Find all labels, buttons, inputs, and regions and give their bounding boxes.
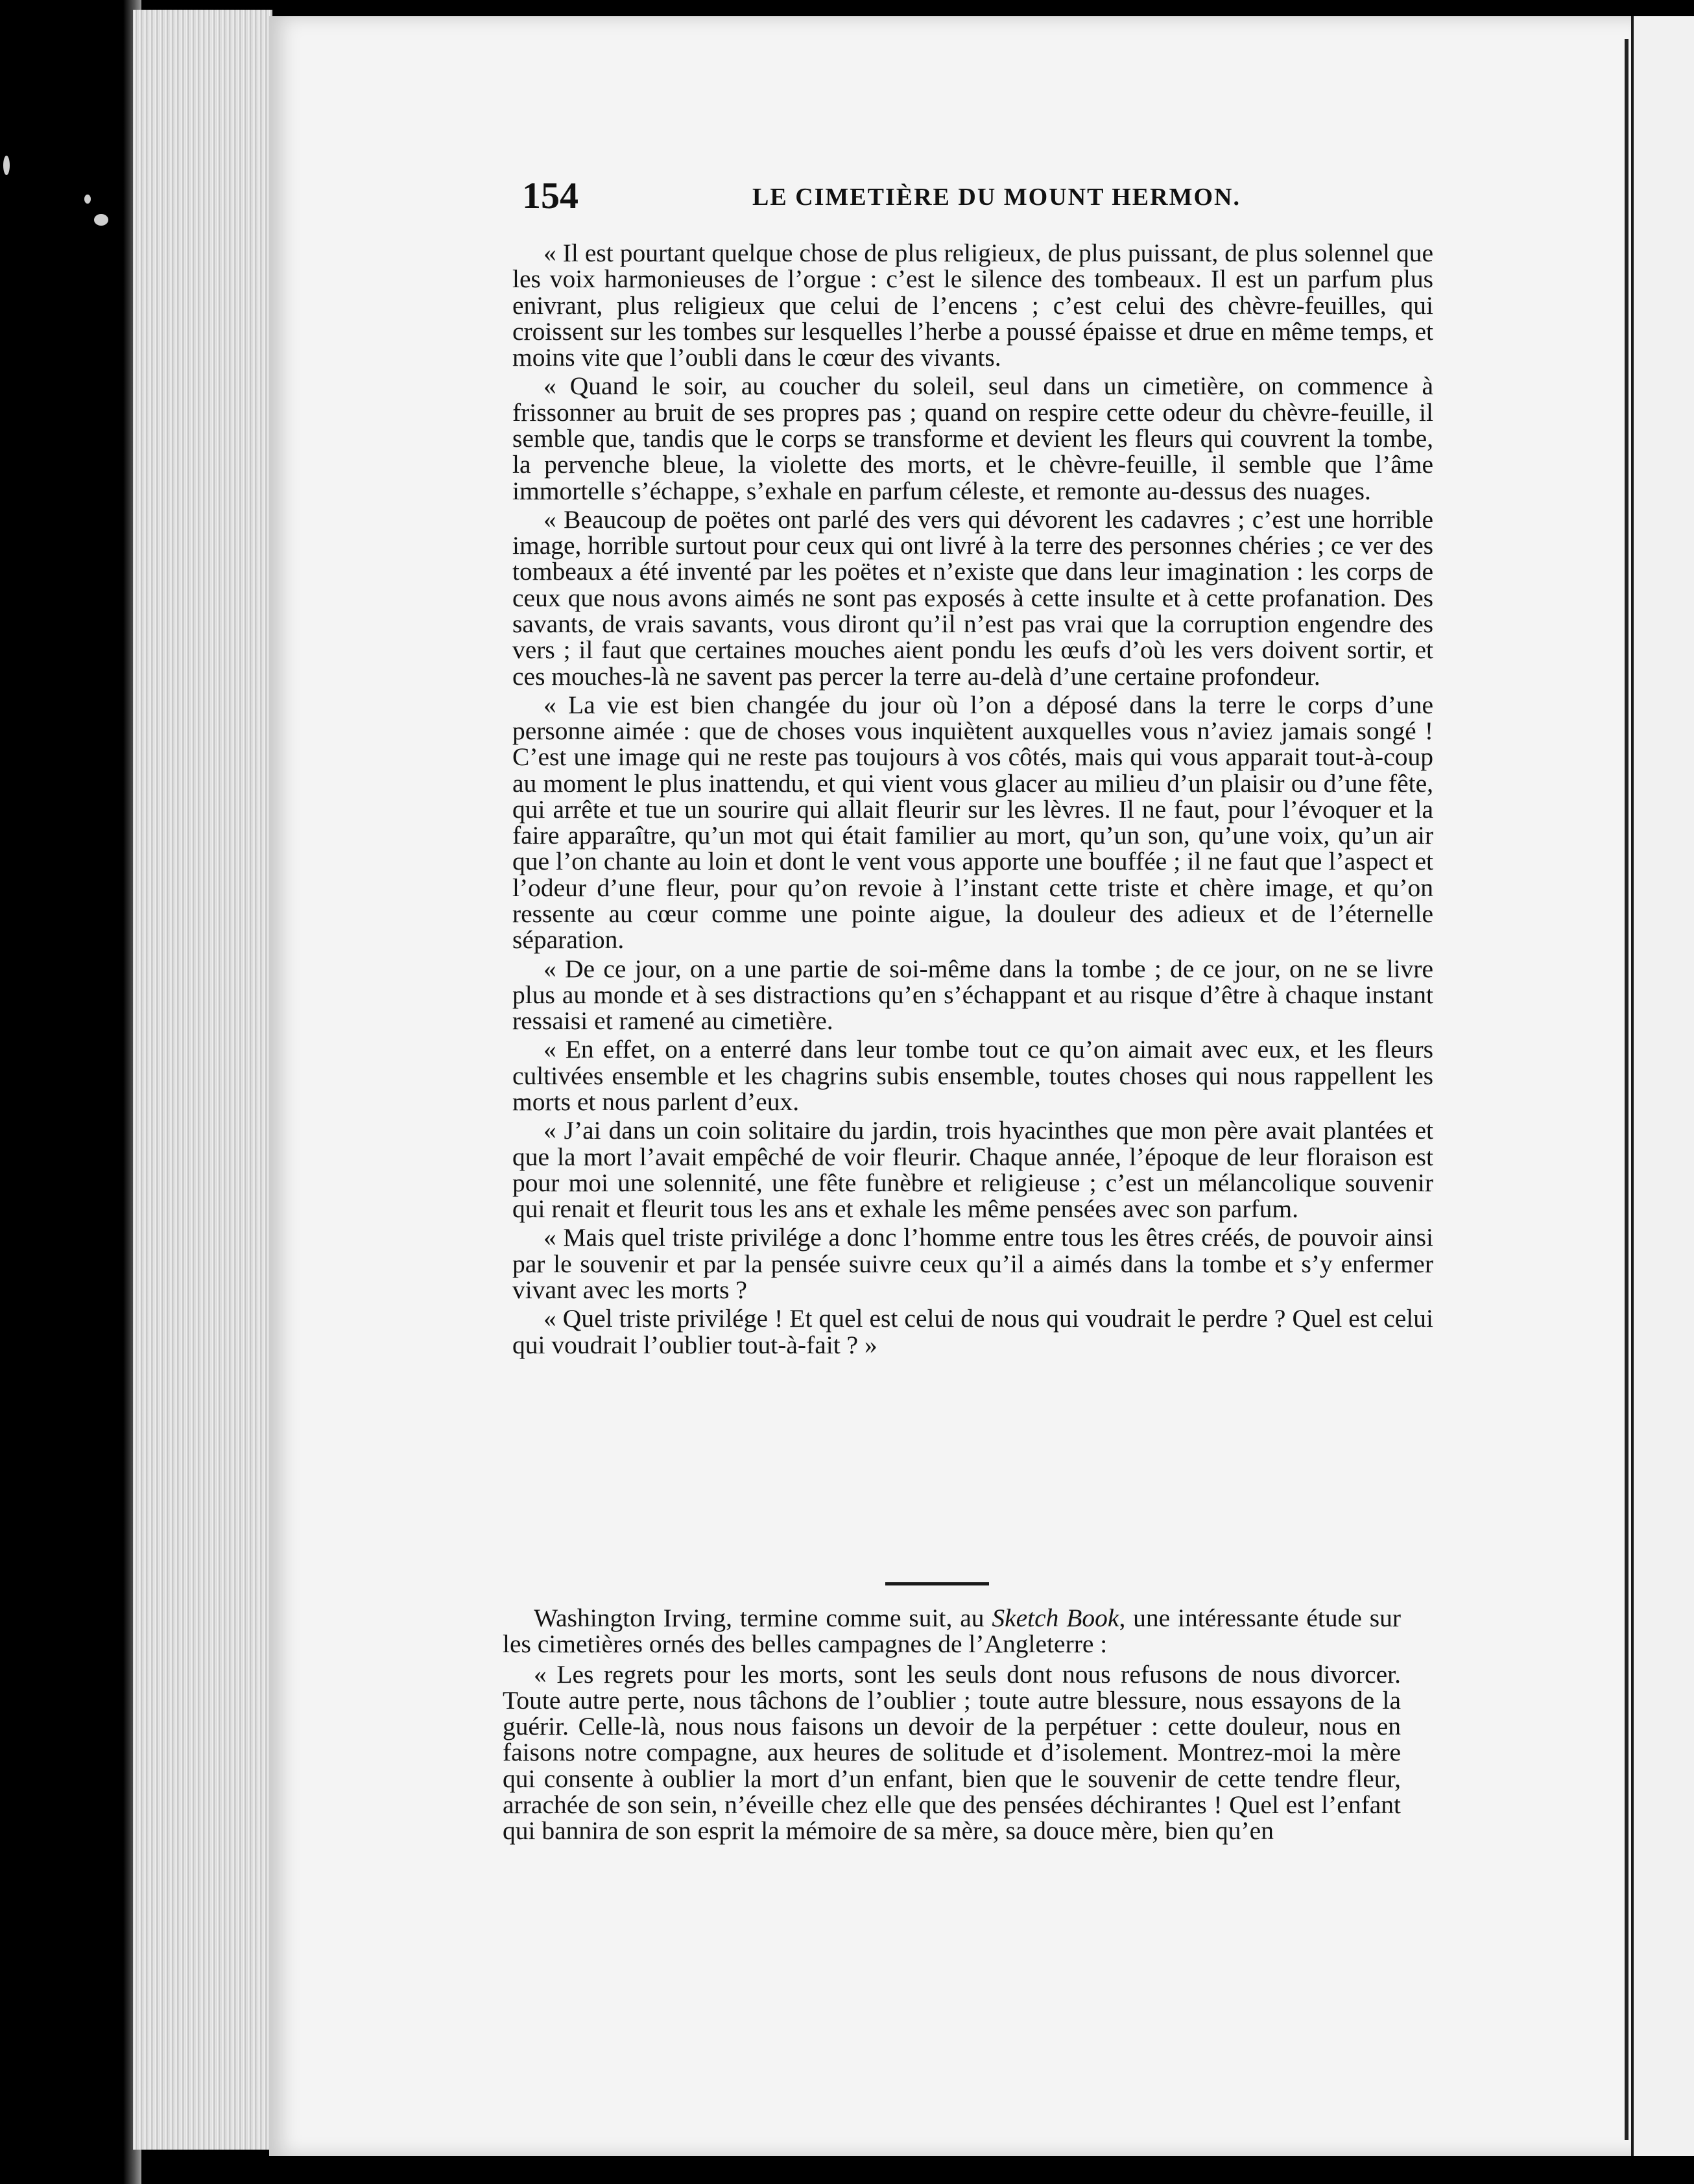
intro-before: Washington Irving, termine comme suit, au	[534, 1604, 992, 1632]
paragraph: « En effet, on a enterré dans leur tombe tout ce qu’on aimait avec eux, et les fleurs cultivées ensemble et les chagrins subis ensemble, toutes choses qui nous rappellent les morts et nous parlent d’eux.	[512, 1035, 1433, 1116]
paragraph: « J’ai dans un coin solitaire du jardin, trois hyacinthes que mon père avait plantées et que la mort l’avait empêché de voir fleurir. Chaque année, l’époque de leur floraison est pour moi une solennité, une fête funèbre et religieuse ; c’est un mélancolique souvenir qui renait et fleurit tous les ans et exhale les même pensées avec son parfum.	[512, 1116, 1433, 1224]
scan-speck	[3, 156, 10, 175]
gutter-line	[1625, 39, 1628, 2140]
page-number: 154	[522, 174, 579, 217]
quote-paragraph: « Les regrets pour les morts, sont les seuls dont nous refusons de nous divorcer. Toute autre perte, nous tâchons de l’oublier ; toute autre blessure, nous essayons de la guérir. Celle-là, nous nous faisons un devoir de la perpétuer : cette douleur, nous en faisons notre compagne, aux heures de solitude et d’isolement. Montrez-moi la mère qui consente à oublier la mort d’un enfant, bien que le souvenir de cette tendre fleur, arrachée de son sein, n’éveille chez elle que des pensées déchirantes ! Quel est l’enfant qui bannira de son esprit la mémoire de sa mère, sa douce mère, bien qu’en	[503, 1659, 1401, 1846]
section-divider	[885, 1582, 989, 1585]
scan-speck	[94, 214, 108, 226]
main-text	[512, 240, 1433, 1360]
second-section	[503, 1605, 1401, 1848]
paragraph: « Quel triste privilége ! Et quel est celui de nous qui voudrait le perdre ? Quel est celui qui voudrait l’oublier tout-à-fait ? »	[512, 1304, 1433, 1359]
page-header	[522, 174, 1417, 219]
running-title: LE CIMETIÈRE DU MOUNT HERMON.	[752, 184, 1241, 211]
paragraph: « La vie est bien changée du jour où l’on a déposé dans la terre le corps d’une personne aimée : que de choses vous inquiètent auxquelles vous n’aviez jamais songé ! C’est une image qui ne reste pas toujours à vos côtés, mais qui vous apparait tout-à-coup au moment le plus inattendu, et qui vient vous glacer au milieu d’un plaisir ou d’une fête, qui arrête et tue un sourire qui allait fleurir sur les lèvres. Il ne faut, pour l’évoquer et la faire apparaître, qu’un mot qui était familier au mort, qu’un son, qu’une voix, qu’un air que l’on chante au loin et dont le vent vous apporte une bouffée ; il ne faut que l’aspect et l’odeur d’une fleur, pour qu’on revoie à l’instant cette triste et chère image, et qu’on ressente au cœur comme une pointe aigue, la douleur des adieux et de l’éternelle séparation.	[512, 690, 1433, 955]
intro-paragraph	[503, 1605, 1401, 1657]
paragraph: « Mais quel triste privilége a donc l’homme entre tous les êtres créés, de pouvoir ainsi par le souvenir et par la pensée suivre ceux qu’il a aimés dans la tombe et s’y enfermer vivant avec les morts ?	[512, 1223, 1433, 1304]
facing-page-edge	[1631, 16, 1694, 2156]
book-page-edges	[133, 10, 272, 2150]
paragraph: « De ce jour, on a une partie de soi-même dans la tombe ; de ce jour, on ne se livre plus au monde et à ses distractions qu’en s’échappant et au risque d’être à chaque instant ressaisi et ramené au cimetière.	[512, 954, 1433, 1036]
book-title: Sketch Book	[992, 1604, 1119, 1632]
paragraph: « Quand le soir, au coucher du soleil, seul dans un cimetière, on commence à frissonner au bruit de ses propres pas ; quand on respire cette odeur du chèvre-feuille, il semble que, tandis que le corps se transforme et devient les fleurs qui couvrent la tombe, la pervenche bleue, la violette des morts, et le chèvre-feuille, il semble que l’âme immortelle s’échappe, s’exhale en parfum céleste, et remonte au-dessus des nuages.	[512, 372, 1433, 505]
intro-after: , une intéressante étude sur les cimetières ornés des belles campagnes de l’Angleterre :	[503, 1604, 1402, 1659]
paragraph: « Beaucoup de poëtes ont parlé des vers qui dévorent les cadavres ; c’est une horrible image, horrible surtout pour ceux qui ont livré à la terre des personnes chéries ; ce ver des tombeaux a été inventé par les poëtes et n’existe que dans leur imagination : les corps de ceux que nous avons aimés ne sont pas exposés à cette insulte et à cette profanation. Des savants, de vrais savants, vous diront qu’il n’est pas vrai que la corruption engendre des vers ; il faut que certaines mouches aient pondu les œufs d’où les vers doivent sortir, et ces mouches-là ne savent pas percer la terre au-delà d’une certaine profondeur.	[512, 504, 1433, 691]
scan-speck	[84, 195, 91, 204]
paragraph: « Il est pourtant quelque chose de plus religieux, de plus puissant, de plus solennel que les voix harmonieuses de l’orgue : c’est le silence des tombeaux. Il est un parfum plus enivrant, plus religieux que celui de l’encens ; c’est celui des chèvre-feuilles, qui croissent sur les tombes sur lesquelles l’herbe a poussé épaisse et drue en même temps, et moins vite que l’oubli dans le cœur des vivants.	[512, 239, 1433, 372]
